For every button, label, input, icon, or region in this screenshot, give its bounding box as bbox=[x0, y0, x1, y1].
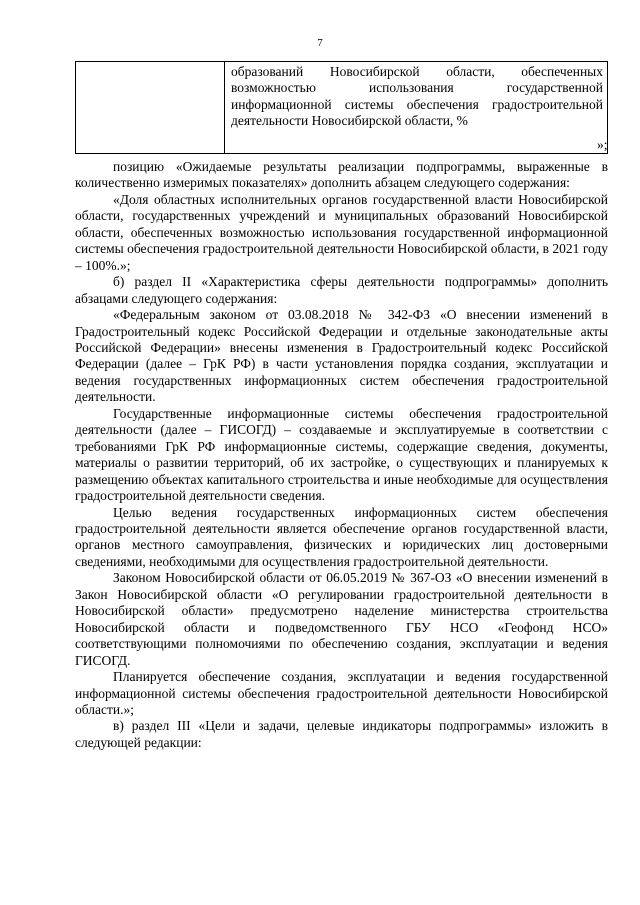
table-closing-quote: »; bbox=[597, 137, 608, 152]
paragraph-share-indicator: «Доля областных исполнительных органов государственной власти Новосибирской области, государственных учреждений и муниципальных образований Новосибирской области, обеспеченных возможностью использования государственной информационной системы обеспечения градостроительной деятельности Новосибирской области, в 2021 году – 100%.»; bbox=[75, 191, 608, 273]
paragraph-section-iii: в) раздел III «Цели и задачи, целевые индикаторы подпрограммы» изложить в следующей редакции: bbox=[75, 718, 608, 750]
page-number: 7 bbox=[317, 37, 323, 49]
paragraph-gisogd-definition: Государственные информационные системы обеспечения градостроительной деятельности (далее – ГИСОГД) – создаваемые и эксплуатируемые в соответствии с требованиями ГрК РФ информационные системы, содержащие сведения, документы, материалы о развитии территорий, об их застройке, о существующих и планируемых к размещению объектах капитального строительства и иные необходимые для осуществления градостроительной деятельности сведения. bbox=[75, 405, 608, 504]
table-cell-left bbox=[76, 62, 225, 154]
document-body bbox=[75, 159, 608, 751]
paragraph-federal-law: «Федеральным законом от 03.08.2018 № 342-ФЗ «О внесении изменений в Градостроительный кодекс Российской Федерации и отдельные законодательные акты Российской Федерации» внесены изменения в Градостроительный кодекс Российской Федерации (далее – ГрК РФ) в части установления порядка создания, эксплуатации и ведения государственных информационных систем обеспечения градостроительной деятельности. bbox=[75, 307, 608, 405]
table-row bbox=[76, 62, 608, 154]
paragraph-section-ii: б) раздел II «Характеристика сферы деятельности подпрограммы» дополнить абзацами следующего содержания: bbox=[75, 274, 608, 306]
paragraph-gisogd-purpose: Целью ведения государственных информационных систем обеспечения градостроительной деятельности является обеспечение органов государственной власти, органов местного самоуправления, физических и юридических лиц достоверными сведениями, необходимыми для осуществления градостроительной деятельности. bbox=[75, 504, 608, 569]
indicator-table bbox=[75, 61, 608, 154]
paragraph-regional-law: Законом Новосибирской области от 06.05.2019 № 367-ОЗ «О внесении изменений в Закон Новосибирской области «О регулировании градостроительной деятельности в Новосибирской области» предусмотрено наделение министерства строительства Новосибирской области и подведомственного ГБУ НСО «Геофонд НСО» соответствующими полномочиями по обеспечению создания, эксплуатации и ведения ГИСОГД. bbox=[75, 570, 608, 668]
table-cell-indicator-text: образований Новосибирской области, обеспеченных возможностью использования государственной информационной системы обеспечения градостроительной деятельности Новосибирской области, % bbox=[225, 62, 608, 154]
paragraph-expected-results: позицию «Ожидаемые результаты реализации подпрограммы, выраженные в количественно измеримых показателях» дополнить абзацем следующего содержания: bbox=[75, 159, 608, 191]
paragraph-planned: Планируется обеспечение создания, эксплуатации и ведения государственной информационной системы обеспечения градостроительной деятельности Новосибирской области.»; bbox=[75, 669, 608, 717]
